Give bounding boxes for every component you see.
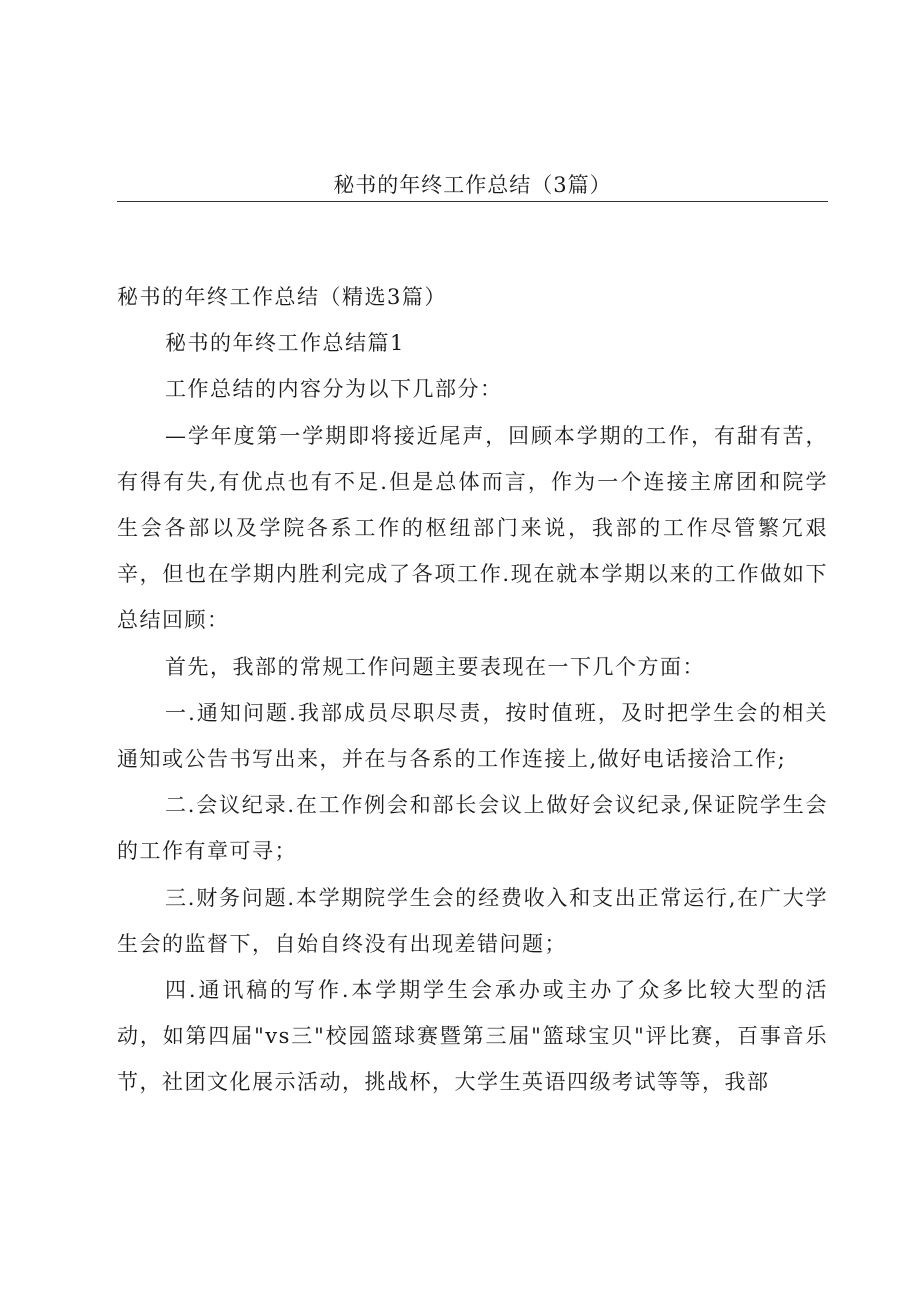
document-body [117,274,828,1106]
paragraph: 三.财务问题.本学期院学生会的经费收入和支出正常运行,在广大学生会的监督下，自始自终没有出现差错问题； [117,885,828,956]
page-header-title: 秘书的年终工作总结（3篇） [333,173,612,197]
paragraph: 一.通知问题.我部成员尽职尽责，按时值班，及时把学生会的相关通知或公告书写出来，并在与各系的工作连接上,做好电话接洽工作; [117,700,828,772]
paragraph: 二.会议纪录.在工作例会和部长会议上做好会议纪录,保证院学生会的工作有章可寻； [117,793,828,864]
paragraph: 工作总结的内容分为以下几部分： [165,377,503,402]
paragraph: —学年度第一学期即将接近尾声，回顾本学期的工作，有甜有苦，有得有失,有优点也有不足.但是总体而言，作为一个连接主席团和院学生会各部以及学院各系工作的枢纽部门来说，我部的工作尽管繁冗艰辛，但也在学期内胜利完成了各项工作.现在就本学期以来的工作做如下总结回顾： [117,423,828,633]
section-title: 秘书的年终工作总结篇1 [165,331,405,356]
paragraph: 四.通讯稿的写作.本学期学生会承办或主办了众多比较大型的活动，如第四届"vs三"校园篮球赛暨第三届"篮球宝贝"评比赛，百事音乐节，社团文化展示活动，挑战杯，大学生英语四级考试等等，我部 [117,978,828,1095]
paragraph: 首先，我部的常规工作问题主要表现在一下几个方面： [165,654,705,679]
header-divider [117,201,828,202]
document-heading: 秘书的年终工作总结（精选3篇） [117,285,447,309]
